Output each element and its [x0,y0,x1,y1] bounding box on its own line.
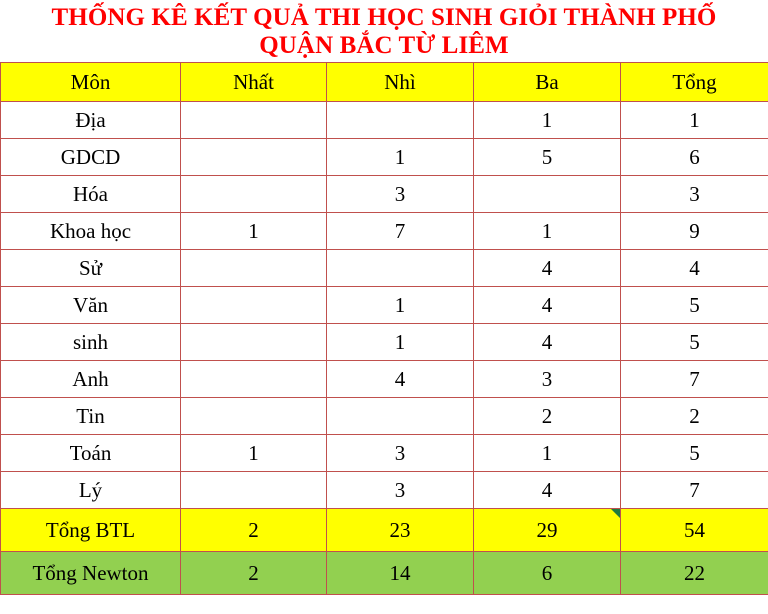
cell-first: 1 [181,435,327,472]
cell-total: 1 [621,102,768,139]
cell-second: 3 [327,472,474,509]
cell-total-first: 2 [181,552,327,595]
cell-third: 4 [474,287,621,324]
total-row-newton [1,552,768,595]
header-cell-mon: Môn [1,63,181,102]
cell-first [181,287,327,324]
header-cell-tong: Tổng [621,63,768,102]
table-row [1,324,768,361]
cell-third: 1 [474,102,621,139]
cell-first [181,250,327,287]
cell-second: 4 [327,361,474,398]
cell-subject: Hóa [1,176,181,213]
cell-second [327,250,474,287]
cell-subject: sinh [1,324,181,361]
cell-subject: Văn [1,287,181,324]
cell-third: 2 [474,398,621,435]
table-row [1,472,768,509]
cell-first [181,324,327,361]
table-row [1,361,768,398]
cell-first: 1 [181,213,327,250]
cell-total: 9 [621,213,768,250]
cell-total: 5 [621,435,768,472]
cell-second [327,102,474,139]
page-title [0,0,768,62]
cell-subject: Khoa học [1,213,181,250]
cell-first [181,361,327,398]
cell-third: 4 [474,250,621,287]
cell-first [181,398,327,435]
cell-total: 6 [621,139,768,176]
cell-total-third: 29 [474,509,621,552]
cell-subject: Sử [1,250,181,287]
table-header-row [1,63,768,102]
table-row [1,287,768,324]
table-row [1,398,768,435]
cell-total-label: Tổng BTL [1,509,181,552]
cell-second [327,398,474,435]
cell-total: 4 [621,250,768,287]
title-line-1: THỐNG KÊ KẾT QUẢ THI HỌC SINH GIỎI THÀNH PHỐ [51,4,717,31]
cell-second: 3 [327,176,474,213]
table-row [1,139,768,176]
cell-total-third: 6 [474,552,621,595]
cell-subject: Địa [1,102,181,139]
cell-second: 1 [327,139,474,176]
cell-first [181,102,327,139]
cell-first [181,139,327,176]
cell-subject: Lý [1,472,181,509]
table-row [1,102,768,139]
cell-third: 1 [474,435,621,472]
cell-subject: Toán [1,435,181,472]
stats-table [0,62,768,595]
header-cell-ba: Ba [474,63,621,102]
cell-third: 4 [474,472,621,509]
cell-subject: Anh [1,361,181,398]
cell-total: 7 [621,361,768,398]
cell-third: 5 [474,139,621,176]
cell-third: 1 [474,213,621,250]
cell-second: 7 [327,213,474,250]
cell-third: 3 [474,361,621,398]
cell-total: 7 [621,472,768,509]
cell-total: 2 [621,398,768,435]
total-row-btl [1,509,768,552]
table-row [1,435,768,472]
cell-total: 5 [621,324,768,361]
cell-first [181,176,327,213]
cell-total-sum: 22 [621,552,768,595]
cell-total: 5 [621,287,768,324]
cell-total-sum: 54 [621,509,768,552]
cell-total-second: 23 [327,509,474,552]
cell-subject: GDCD [1,139,181,176]
header-cell-nhat: Nhất [181,63,327,102]
table-row [1,213,768,250]
table-row [1,176,768,213]
cell-total-first: 2 [181,509,327,552]
cell-third: 4 [474,324,621,361]
table-row [1,250,768,287]
cell-third [474,176,621,213]
cell-total: 3 [621,176,768,213]
title-line-2: QUẬN BẮC TỪ LIÊM [259,32,509,59]
cell-second: 3 [327,435,474,472]
cell-second: 1 [327,287,474,324]
cell-total-second: 14 [327,552,474,595]
header-cell-nhi: Nhì [327,63,474,102]
cell-first [181,472,327,509]
cell-total-label: Tổng Newton [1,552,181,595]
cell-second: 1 [327,324,474,361]
cell-subject: Tin [1,398,181,435]
